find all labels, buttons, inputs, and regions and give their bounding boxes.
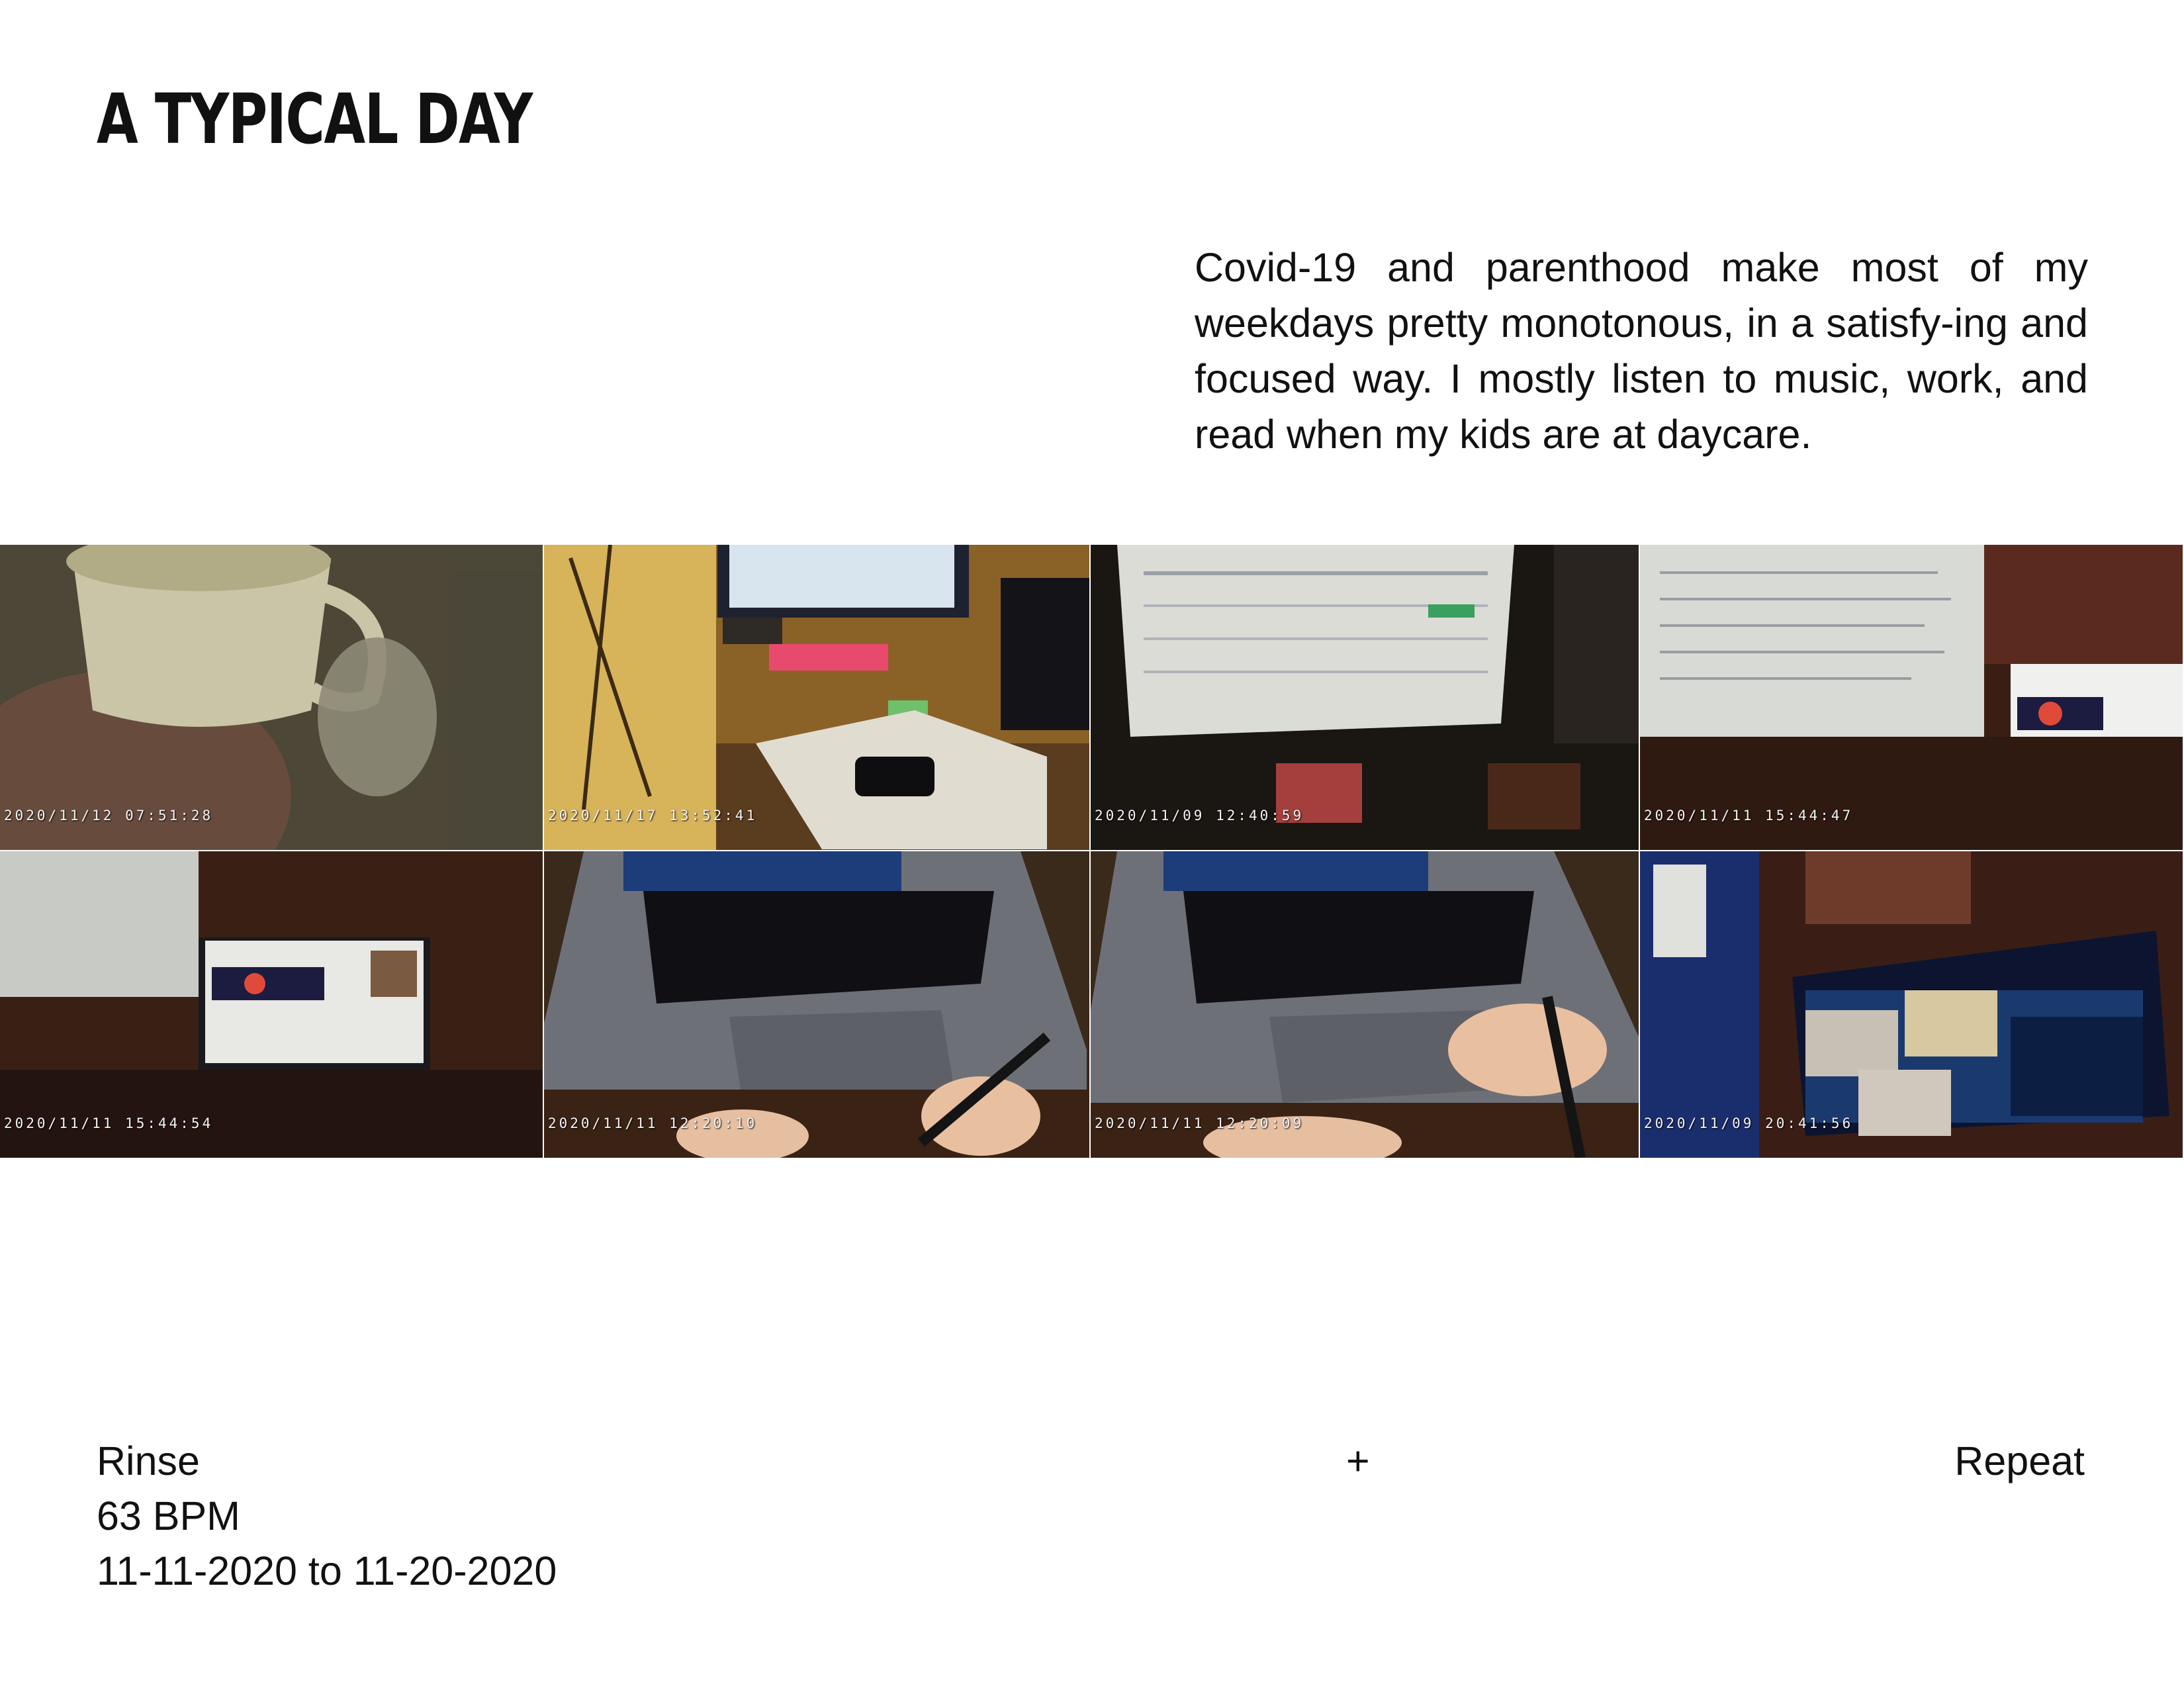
- laptop-keyboard-pen-photo: [544, 851, 1091, 1159]
- home-office-desk-image: [544, 545, 1089, 850]
- photo-timestamp: 2020/11/12 07:51:28: [4, 808, 214, 823]
- monitor-document-image: [1640, 545, 2183, 850]
- page-title: A TYPICAL DAY: [97, 79, 532, 160]
- repeat-label: Repeat: [1954, 1438, 2085, 1483]
- monitor-document-photo: [1640, 545, 2184, 851]
- session-info: [97, 1434, 557, 1599]
- laptop-keyboard-pen-image: [544, 851, 1089, 1158]
- tempo-label: 63 BPM: [97, 1493, 240, 1538]
- coffee-mug-image: [0, 545, 543, 850]
- laptop-keyboard-hand-photo: [1091, 851, 1640, 1159]
- photo-timestamp: 2020/11/11 12:20:09: [1095, 1115, 1304, 1131]
- laptop-screen-photo: [0, 851, 544, 1159]
- photo-timestamp: 2020/11/17 13:52:41: [548, 808, 758, 823]
- video-call-photo: [1640, 851, 2184, 1159]
- photo-timestamp: 2020/11/11 15:44:54: [4, 1115, 214, 1131]
- plus-sign: +: [1346, 1438, 1370, 1483]
- rinse-label: Rinse: [97, 1438, 200, 1483]
- photo-timestamp: 2020/11/09 20:41:56: [1644, 1115, 1854, 1131]
- laptop-screen-image: [0, 851, 543, 1158]
- monitor-spreadsheet-photo: [1091, 545, 1640, 851]
- coffee-mug-photo: [0, 545, 544, 851]
- home-office-desk-photo: [544, 545, 1091, 851]
- intro-paragraph: Covid-19 and parenthood make most of my weekdays pretty monotonous, in a satisfy-ing and focused way. I mostly listen to music, work, and read when my kids are at daycare.: [1195, 245, 2088, 457]
- laptop-keyboard-hand-image: [1091, 851, 1639, 1158]
- photo-grid: [0, 545, 2184, 1159]
- date-range-label: 11-11-2020 to 11-20-2020: [97, 1548, 557, 1593]
- monitor-spreadsheet-image: [1091, 545, 1639, 850]
- video-call-image: [1640, 851, 2183, 1158]
- photo-timestamp: 2020/11/09 12:40:59: [1095, 808, 1304, 823]
- photo-timestamp: 2020/11/11 12:20:10: [548, 1115, 758, 1131]
- photo-timestamp: 2020/11/11 15:44:47: [1644, 808, 1854, 823]
